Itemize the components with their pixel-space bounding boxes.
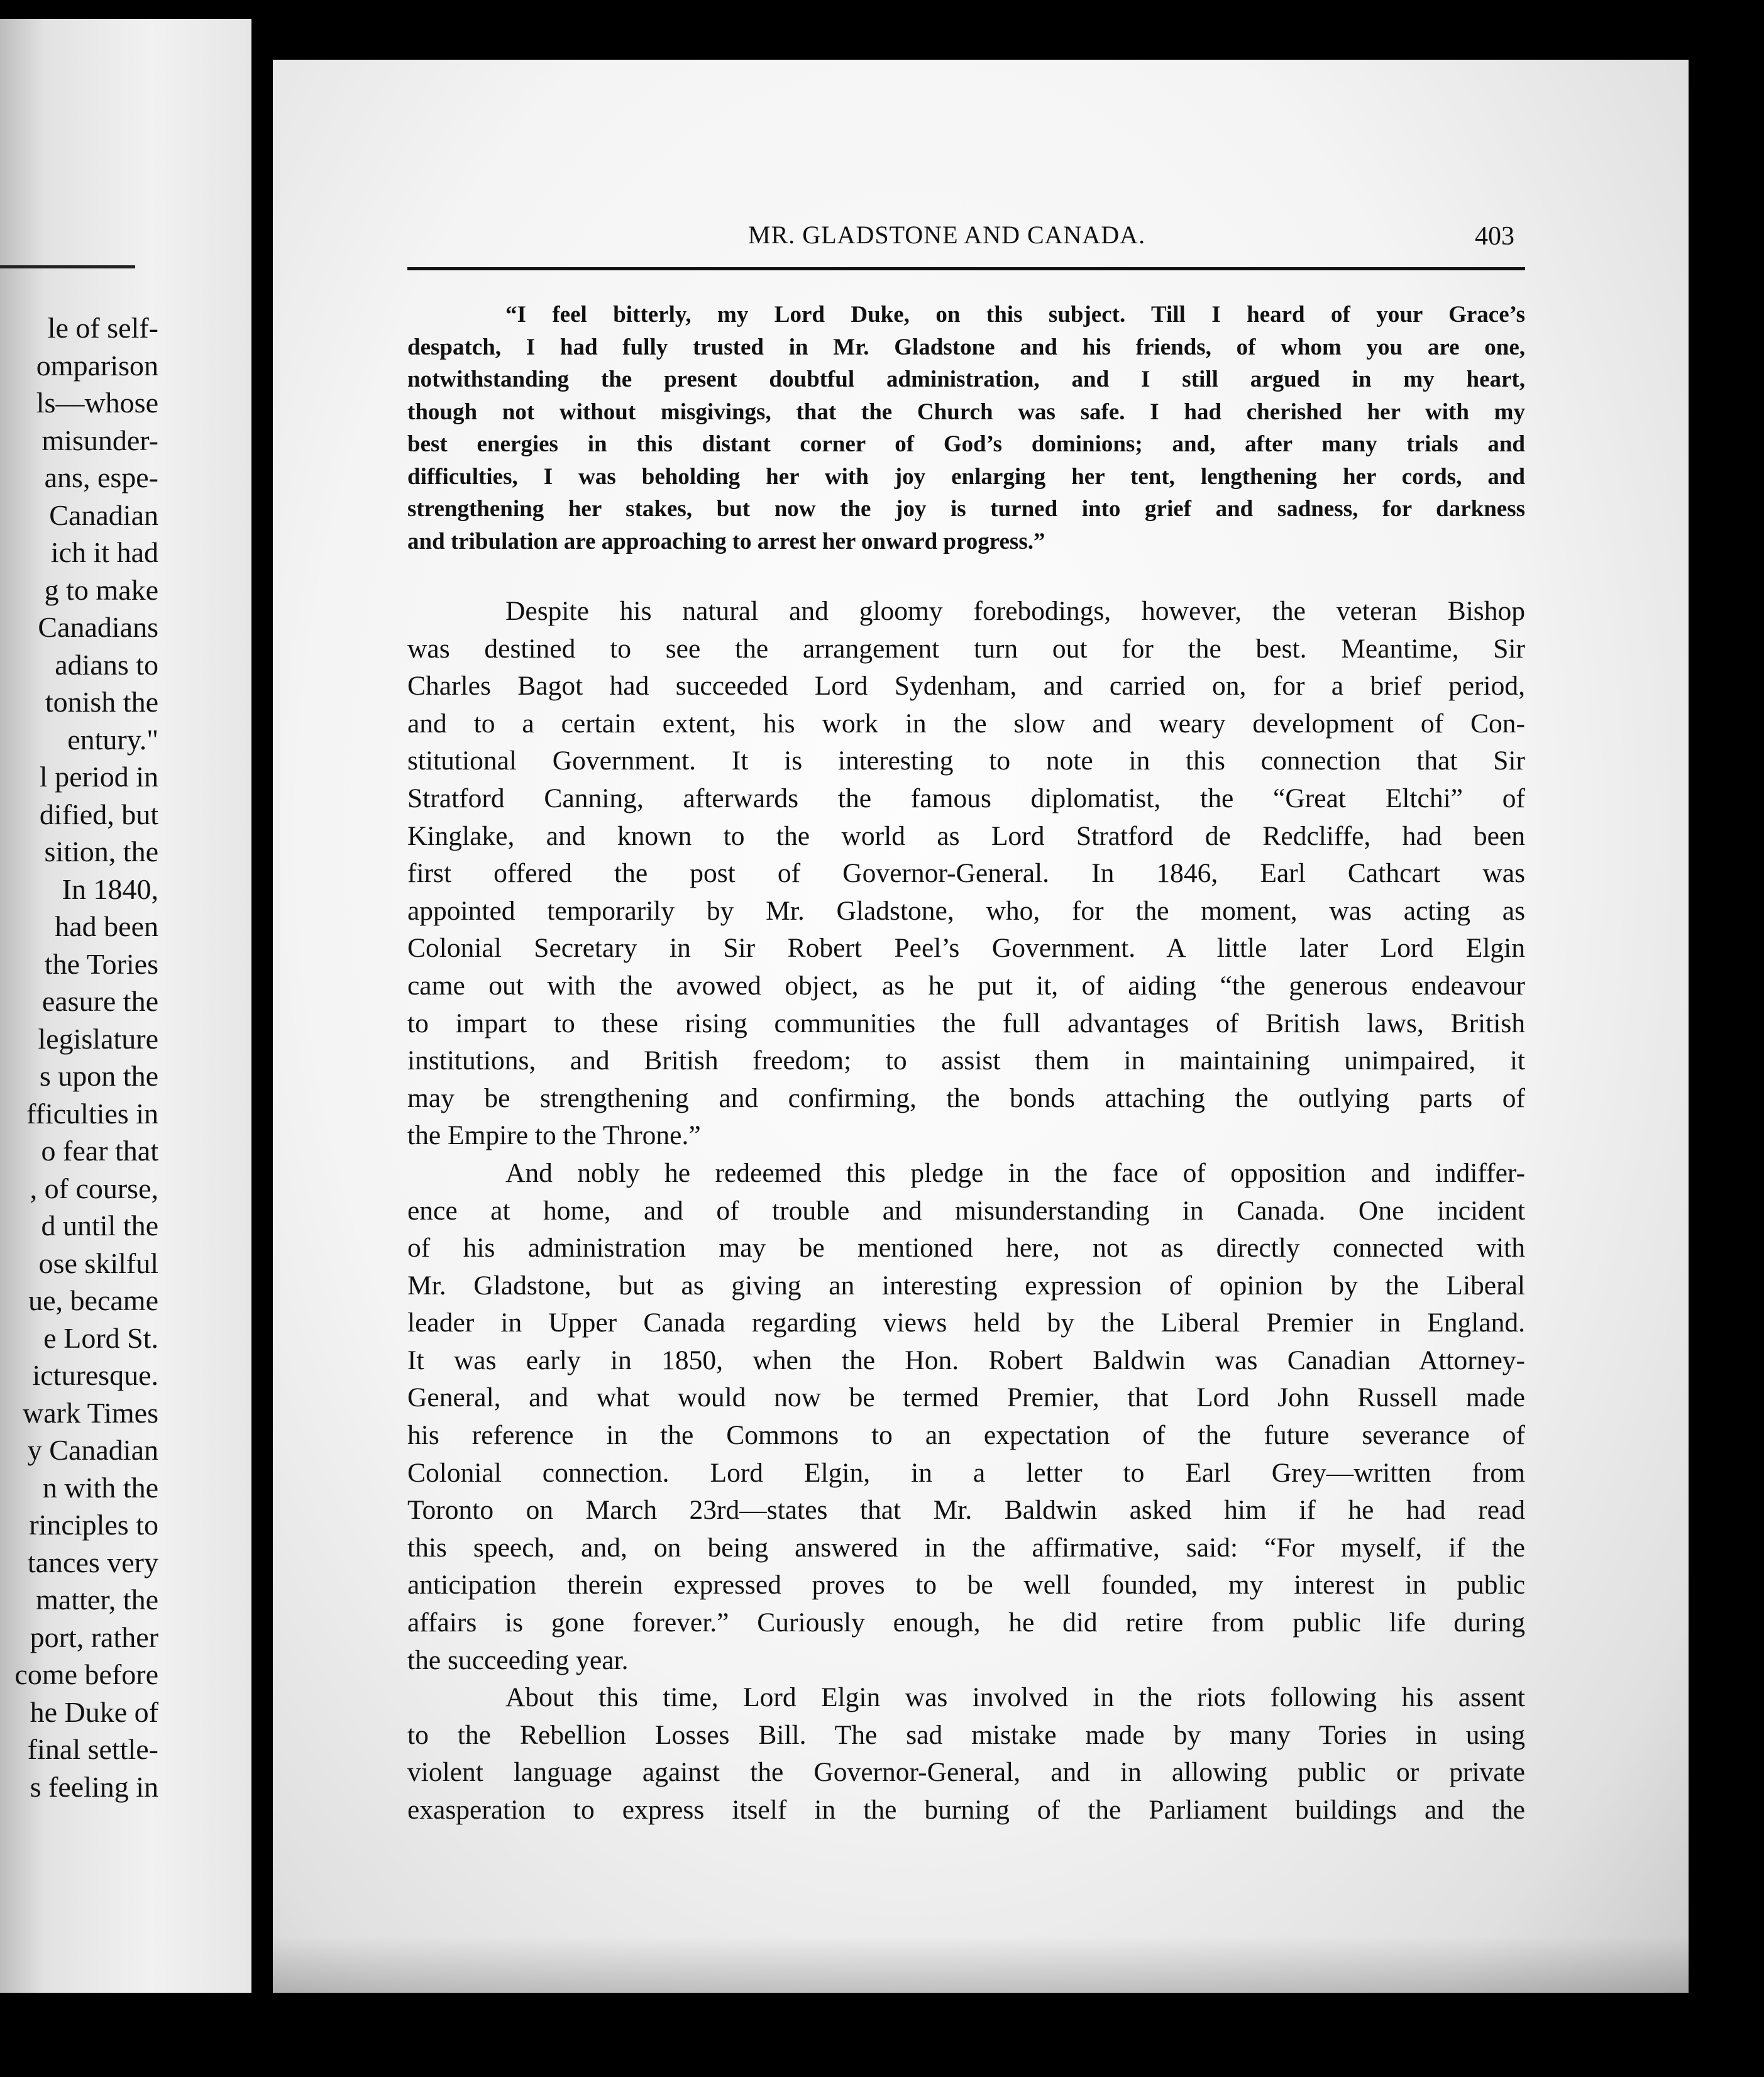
body-line: the Empire to the Throne.” [407,1120,701,1151]
body-line: exasperation to express itself in the burning of the Parliament buildings and the [407,1795,1525,1825]
body-line: And nobly he redeemed this pledge in the face of opposition and indiffer- [505,1157,1525,1188]
page-number: 403 [1475,222,1514,251]
body-line: Toronto on March 23rd—states that Mr. Baldwin asked him if he had read [407,1495,1525,1526]
body-line: violent language against the Governor-General, and in allowing public or private [407,1757,1525,1788]
body-text [407,593,1525,1829]
facing-line: e Lord St. [43,1321,158,1354]
quote-line: notwithstanding the present doubtful administration, and I still argued in my heart, [407,366,1525,392]
facing-line: come before [14,1658,158,1690]
body-line: institutions, and British freedom; to assist them in maintaining unimpaired, it [407,1045,1525,1076]
facing-line: legislature [38,1022,158,1055]
facing-line: omparison [36,349,158,382]
body-line: Stratford Canning, afterwards the famous diplomatist, the “Great Eltchi” of [407,783,1525,813]
facing-line: g to make [44,573,158,606]
body-line: to impart to these rising communities the full advantages of British laws, British [407,1008,1525,1038]
body-line: affairs is gone forever.” Curiously enough, he did retire from public life during [407,1607,1525,1638]
body-line: was destined to see the arrangement turn out for the best. Meantime, Sir [407,633,1525,664]
facing-line: port, rather [30,1621,158,1653]
facing-line: matter, the [36,1584,158,1616]
body-line: Colonial Secretary in Sir Robert Peel’s Government. A little later Lord Elgin [407,933,1525,964]
quote-line: best energies in this distant corner of God’s dominions; and, after many trials and [407,431,1525,457]
facing-line: the Tories [44,947,158,980]
body-line: came out with the avowed object, as he put it, of aiding “the generous endeavour [407,970,1525,1001]
body-line: About this time, Lord Elgin was involved in the riots following his assent [505,1682,1525,1713]
body-line: Colonial connection. Lord Elgin, in a letter to Earl Grey—written from [407,1457,1525,1488]
facing-line: tances very [27,1546,158,1578]
facing-line: ose skilful [38,1247,158,1279]
facing-line: s feeling in [30,1770,158,1803]
block-quote [407,299,1525,558]
facing-line: he Duke of [30,1695,158,1728]
body-line: his reference in the Commons to an expectation of the future severance of [407,1420,1525,1451]
body-line: leader in Upper Canada regarding views held by the Liberal Premier in England. [407,1308,1525,1338]
facing-line: ich it had [50,536,158,568]
body-line: the succeeding year. [407,1645,629,1675]
book-page [273,60,1689,1993]
quote-line: despatch, I had fully trusted in Mr. Gladstone and his friends, of whom you are one, [407,334,1525,360]
body-line: to the Rebellion Losses Bill. The sad mistake made by many Tories in using [407,1719,1525,1750]
facing-line: l period in [39,761,158,793]
facing-line: tonish the [45,686,158,718]
facing-line: had been [55,910,158,942]
facing-line: final settle- [27,1733,158,1765]
quote-line: “I feel bitterly, my Lord Duke, on this subject. Till I heard of your Grace’s [505,302,1525,328]
body-line: Kinglake, and known to the world as Lord Stratford de Redcliffe, had been [407,820,1525,851]
facing-line: ue, became [28,1284,158,1316]
facing-page [0,19,251,1993]
facing-page-text [0,309,158,1805]
body-line: Charles Bagot had succeeded Lord Sydenham, and carried on, for a brief period, [407,671,1525,702]
facing-line: d until the [41,1209,158,1242]
facing-line: s upon the [39,1060,158,1092]
facing-line: Canadian [49,499,158,531]
body-line: of his administration may be mentioned here, not as directly connected with [407,1233,1525,1264]
body-line: ence at home, and of trouble and misunderstanding in Canada. One incident [407,1195,1525,1226]
facing-line: misunder- [41,424,158,456]
header-rule [407,267,1525,270]
book-gutter [251,0,273,2077]
quote-line: and tribulation are approaching to arrest her onward progress.” [407,528,1045,554]
facing-line: entury." [67,723,158,756]
running-head-title: MR. GLADSTONE AND CANADA. [748,221,1146,249]
facing-line: easure the [41,985,158,1017]
quote-line: though not without misgivings, that the Church was safe. I had cherished her with my [407,399,1525,425]
quote-line: difficulties, I was beholding her with joy enlarging her tent, lengthening her cords, and [407,463,1525,490]
body-line: General, and what would now be termed Premier, that Lord John Russell made [407,1382,1525,1413]
body-line: Mr. Gladstone, but as giving an interesting expression of opinion by the Liberal [407,1270,1525,1301]
facing-line: le of self- [47,312,158,344]
facing-line: n with the [43,1471,158,1504]
facing-page-rule [0,265,135,268]
facing-line: In 1840, [62,873,158,905]
facing-line: y Canadian [27,1434,158,1466]
body-line: may be strengthening and confirming, the bonds attaching the outlying parts of [407,1083,1525,1113]
body-line: appointed temporarily by Mr. Gladstone, who, for the moment, was acting as [407,895,1525,926]
body-line: and to a certain extent, his work in the slow and weary development of Con- [407,708,1525,739]
running-head [273,220,1689,258]
facing-line: ans, espe- [44,461,158,493]
facing-line: wark Times [23,1396,158,1429]
facing-line: Canadians [38,611,158,643]
body-line: stitutional Government. It is interesting to note in this connection that Sir [407,746,1525,776]
facing-line: rinciples to [29,1509,158,1541]
page-shadow [273,1936,1689,1993]
facing-line: fficulties in [26,1097,158,1130]
facing-line: icturesque. [32,1359,158,1391]
body-line: anticipation therein expressed proves to be well founded, my interest in public [407,1570,1525,1600]
body-line: this speech, and, on being answered in the affirmative, said: “For myself, if the [407,1532,1525,1563]
facing-line: adians to [55,648,158,681]
facing-line: sition, the [44,835,158,868]
facing-line: dified, but [39,798,158,830]
body-line: Despite his natural and gloomy forebodings, however, the veteran Bishop [505,596,1525,626]
body-line: It was early in 1850, when the Hon. Robert Baldwin was Canadian Attorney- [407,1345,1525,1375]
quote-line: strengthening her stakes, but now the joy is turned into grief and sadness, for darkness [407,496,1525,522]
body-line: first offered the post of Governor-General. In 1846, Earl Cathcart was [407,858,1525,889]
facing-line: ls—whose [36,387,158,419]
facing-line: o fear that [41,1135,158,1167]
facing-line: , of course, [30,1172,158,1204]
